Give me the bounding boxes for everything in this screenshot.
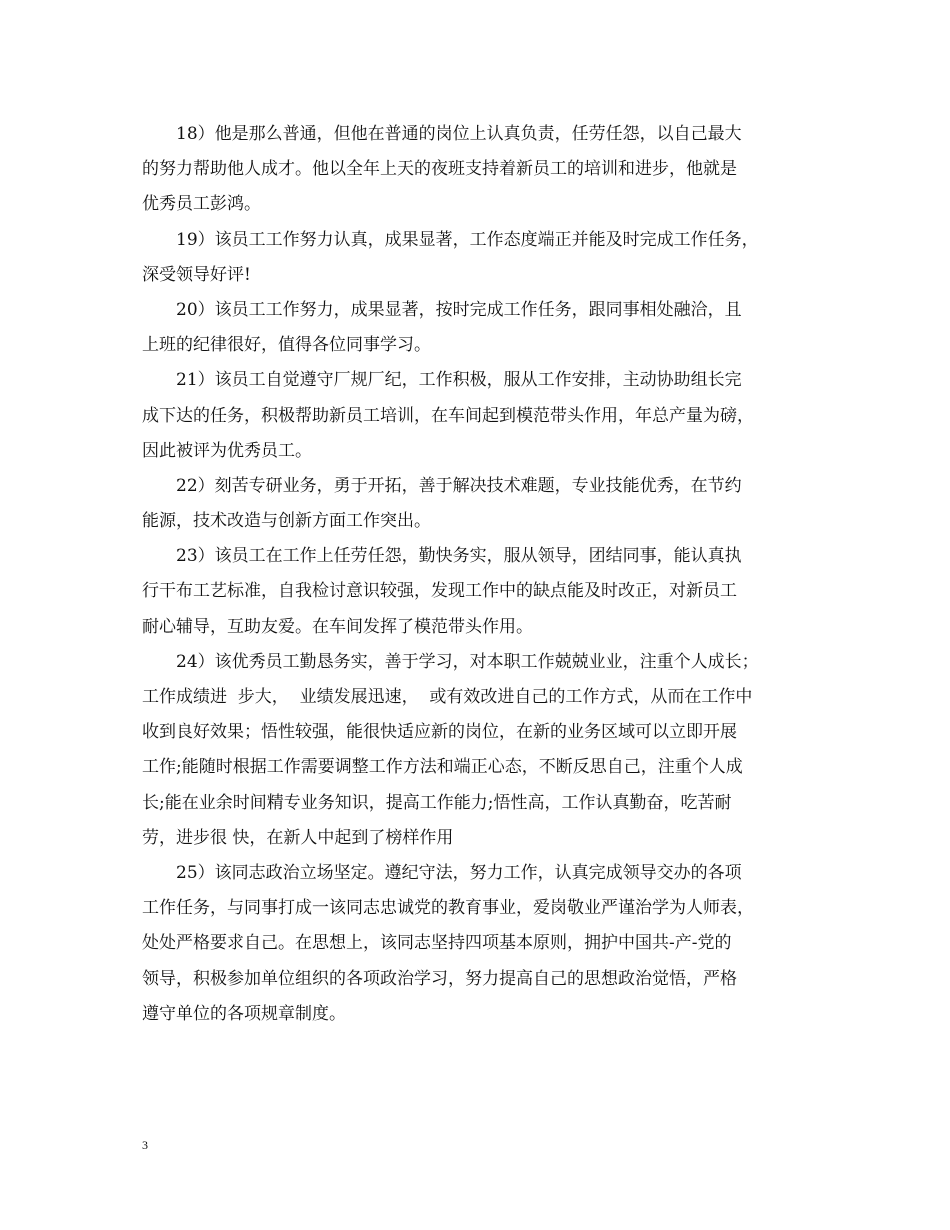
paragraph-line: 工作成绩进 步大， 业绩发展迅速， 或有效改进自己的工作方式，从而在工作中 [142,687,753,707]
paragraph-19 [142,223,820,293]
paragraph-22 [142,469,820,539]
paragraph-20 [142,293,820,363]
paragraph-line: 能源，技术改造与创新方面工作突出。 [142,511,431,532]
paragraph-line: 25）该同志政治立场坚定。遵纪守法，努力工作，认真完成领导交办的各项 [176,862,742,883]
paragraph-line: 遵守单位的各项规章制度。 [142,1003,346,1024]
paragraph-line: 行干布工艺标准，自我检讨意识较强，发现工作中的缺点能及时改正，对新员工 [142,581,737,602]
paragraph-line: 18）他是那么普通，但他在普通的岗位上认真负责，任劳任怨，以自己最大 [176,124,742,144]
paragraph-line: 工作任务，与同事打成一该同志忠诚党的教育事业，爱岗敬业严谨治学为人师表， [142,898,754,919]
paragraph-line: 领导，积极参加单位组织的各项政治学习，努力提高自己的思想政治觉悟，严格 [142,968,737,989]
page-number: 3 [142,1138,148,1152]
paragraph-line: 劳，进步很 快，在新人中起到了榜样作用 [142,827,454,848]
paragraph-line: 因此被评为优秀员工。 [142,440,312,461]
paragraph-18 [142,117,820,223]
paragraph-line: 上班的纪律很好，值得各位同事学习。 [142,335,431,356]
paragraph-line: 19）该员工工作努力认真，成果显著，工作态度端正并能及时完成工作任务， [176,229,759,250]
paragraph-line: 23）该员工在工作上任劳任怨，勤快务实，服从领导，团结同事，能认真执 [176,546,742,567]
paragraph-line: 成下达的任务，积极帮助新员工培训，在车间起到模范带头作用，年总产量为磅， [142,405,754,426]
paragraph-line: 24）该优秀员工勤恳务实，善于学习，对本职工作兢兢业业，注重个人成长； [176,651,759,672]
paragraph-line: 耐心辅导，互助友爱。在车间发挥了模范带头作用。 [142,616,533,637]
paragraph-line: 工作;能随时根据工作需要调整工作方法和端正心态，不断反思自己，注重个人成 [142,757,743,778]
paragraph-line: 的努力帮助他人成才。他以全年上天的夜班支持着新员工的培训和进步，他就是 [142,159,737,180]
paragraph-21 [142,363,820,469]
paragraph-line: 20）该员工工作努力，成果显著，按时完成工作任务，跟同事相处融洽，且 [176,299,742,320]
paragraph-line: 21）该员工自觉遵守厂规厂纪，工作积极，服从工作安排，主动协助组长完 [176,370,742,391]
paragraph-line: 22）刻苦专研业务，勇于开拓，善于解决技术难题，专业技能优秀，在节约 [176,475,742,496]
paragraph-line: 深受领导好评! [142,264,251,285]
paragraph-25 [142,856,820,1032]
document-body [142,117,820,1032]
paragraph-line: 优秀员工彭鸿。 [142,194,261,215]
paragraph-line: 收到良好效果；悟性较强，能很快适应新的岗位，在新的业务区域可以立即开展 [142,722,737,743]
paragraph-line: 长;能在业余时间精专业务知识，提高工作能力;悟性高，工作认真勤奋，吃苦耐 [142,792,732,813]
paragraph-24 [142,645,820,856]
paragraph-23 [142,539,820,645]
paragraph-line: 处处严格要求自己。在思想上，该同志坚持四项基本原则，拥护中国共-产-党的 [142,933,732,954]
